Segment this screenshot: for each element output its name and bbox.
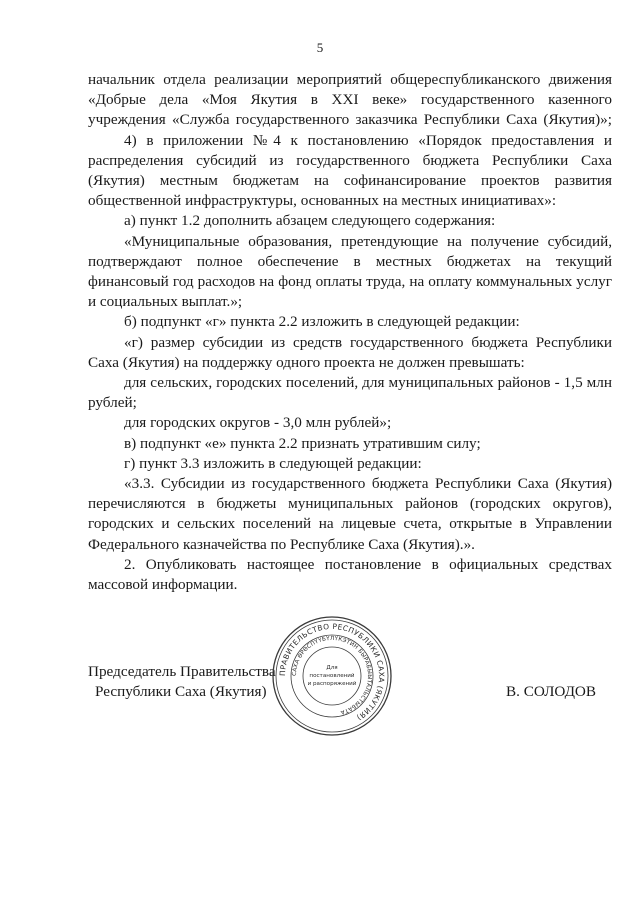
paragraph-continuation: начальник отдела реализации мероприятий общереспубликанского движения «Добрые дела «Моя Якутия в XXI веке» государственного казенного учреждения «Служба государственного заказчика Республики Саха (Якутия)»;	[88, 71, 612, 129]
seal-inner-text: САХА ӨРӨСПҮҮБҮЛҮКЭТИН БЫРАБЫЫТАЛЬСТЫБАТА	[291, 635, 373, 715]
paragraph-item-g: г) пункт 3.3 изложить в следующей редакции:	[124, 454, 422, 472]
paragraph-quote-g: «г) размер субсидии из средств государственного бюджета Республики Саха (Якутия) на поддержку одного проекта не должен превышать:	[88, 333, 612, 371]
seal-outer-text: ПРАВИТЕЛЬСТВО РЕСПУБЛИКИ САХА (ЯКУТИЯ)	[277, 621, 387, 723]
seal-center-line2: постановлений	[309, 673, 355, 679]
page-number: 5	[316, 40, 324, 55]
seal-center-line1: Для	[326, 665, 338, 671]
paragraph-item-v: в) подпункт «е» пункта 2.2 признать утратившим силу;	[124, 434, 481, 452]
paragraph-item-4: 4) в приложении №4 к постановлению «Порядок предоставления и распределения субсидий из государственного бюджета Республики Саха (Якутия) местным бюджетам на софинансирование проектов развития общественной инфраструктуры, основанных на местных инициативах»:	[88, 131, 612, 210]
paragraph-urban-limit: для городских округов - 3,0 млн рублей»;	[124, 414, 392, 432]
official-seal	[270, 614, 394, 738]
seal-center-line3: и распоряжений	[307, 681, 357, 687]
paragraph-item-a: а) пункт 1.2 дополнить абзацем следующего содержания:	[124, 212, 496, 230]
paragraph-quote-municipal: «Муниципальные образования, претендующие на получение субсидий, подтверждают полное обеспечение в местных бюджетах на текущий финансовый год расходов на фонд оплаты труда, на оплату коммунальных услуг и социальных выплат.»;	[88, 232, 612, 311]
paragraph-quote-3-3: «3.3. Субсидии из государственного бюджета Республики Саха (Якутия) перечисляются в бюджеты муниципальных районов (городских округов), городских и сельских поселений на лицевые счета, открытые в Управлении Федерального казначейства по Республике Саха (Якутия).».	[88, 475, 612, 553]
signatory-name: В. СОЛОДОВ	[506, 683, 597, 700]
paragraph-rural-limit: для сельских, городских поселений, для муниципальных районов - 1,5 млн рублей;	[88, 374, 612, 412]
paragraph-item-2: 2. Опубликовать настоящее постановление в официальных средствах массовой информации.	[88, 555, 612, 594]
paragraph-item-b: б) подпункт «г» пункта 2.2 изложить в следующей редакции:	[124, 313, 520, 331]
signatory-title-line1: Председатель Правительства	[88, 663, 276, 680]
document-body	[88, 70, 612, 595]
signatory-title-line2: Республики Саха (Якутия)	[95, 683, 267, 700]
